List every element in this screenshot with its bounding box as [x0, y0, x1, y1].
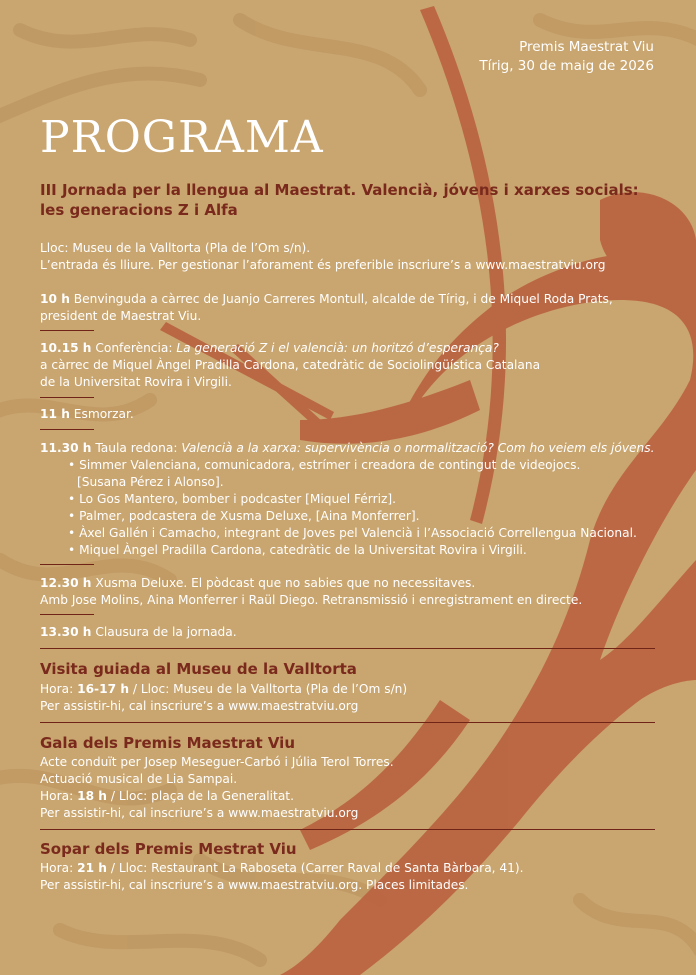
schedule-podcast	[40, 575, 680, 609]
jornada-title	[40, 180, 670, 220]
time-label: 11 h	[40, 407, 70, 421]
gala-time: 18 h	[77, 789, 107, 803]
venue-line: Lloc: Museu de la Valltorta (Pla de l’Om s/n).	[40, 241, 311, 255]
visit-details	[40, 681, 680, 715]
list-item: • Palmer, podcastera de Xusma Deluxe, [Aina Monferrer].	[40, 508, 680, 525]
conference-speaker: a càrrec de Miquel Àngel Pradilla Cardona, catedràtic de Sociolingüística Catalana	[40, 358, 541, 372]
time-label: 10 h	[40, 292, 70, 306]
participants-list	[40, 457, 680, 559]
jornada-title-line2: les generacions Z i Alfa	[40, 201, 238, 219]
time-label: 11.30 h	[40, 441, 92, 455]
gala-place: / Lloc: plaça de la Generalitat.	[110, 789, 294, 803]
divider	[40, 564, 94, 565]
divider	[40, 330, 94, 331]
list-item	[40, 474, 680, 491]
gala-note: Per assistir-hi, cal inscriure’s a www.maestratviu.org	[40, 806, 359, 820]
time-label: 12.30 h	[40, 576, 92, 590]
dinner-title: Sopar dels Premis Mestrat Viu	[40, 840, 297, 858]
divider	[40, 397, 94, 398]
podcast-text-2: Amb Jose Molins, Aina Monferrer i Raül Diego. Retransmissió i enregistrament en directe.	[40, 593, 583, 607]
gala-host: Acte conduït per Josep Meseguer-Carbó i Júlia Terol Torres.	[40, 755, 394, 769]
time-label: 13.30 h	[40, 625, 92, 639]
section-divider	[40, 829, 655, 830]
dinner-details	[40, 860, 680, 894]
visit-time: 16-17 h	[77, 682, 129, 696]
event-header	[479, 38, 654, 76]
conference-affiliation: de la Universitat Rovira i Virgili.	[40, 375, 232, 389]
list-item: • Àxel Gallén i Camacho, integrant de Joves pel Valencià i l’Associació Correllengua Nacional.	[40, 525, 680, 542]
time-label: 10.15 h	[40, 341, 92, 355]
welcome-text-2: president de Maestrat Viu.	[40, 309, 202, 323]
dinner-note: Per assistir-hi, cal inscriure’s a www.maestratviu.org. Places limitades.	[40, 878, 469, 892]
hora-label: Hora:	[40, 789, 74, 803]
schedule-roundtable	[40, 440, 680, 559]
divider	[40, 614, 94, 615]
dinner-place: / Lloc: Restaurant La Raboseta (Carrer Raval de Santa Bàrbara, 41).	[110, 861, 524, 875]
section-divider	[40, 722, 655, 723]
org-name: Premis Maestrat Viu	[519, 39, 654, 55]
venue-info	[40, 240, 680, 274]
hora-label: Hora:	[40, 861, 74, 875]
visit-place: / Lloc: Museu de la Valltorta (Pla de l’Om s/n)	[132, 682, 408, 696]
registration-line: L’entrada és lliure. Per gestionar l’aforament és preferible inscriure’s a www.maestratviu.org	[40, 258, 606, 272]
breakfast-text: Esmorzar.	[73, 407, 134, 421]
gala-title: Gala dels Premis Maestrat Viu	[40, 734, 296, 752]
visit-note: Per assistir-hi, cal inscriure’s a www.maestratviu.org	[40, 699, 359, 713]
schedule-welcome	[40, 291, 680, 325]
list-item-continuation: [Susana Pérez i Alonso].	[77, 475, 224, 489]
conference-label: Conferència:	[95, 341, 173, 355]
gala-music: Actuació musical de Lia Sampai.	[40, 772, 238, 786]
jornada-title-line1: III Jornada per la llengua al Maestrat. Valencià, jóvens i xarxes socials:	[40, 181, 639, 199]
dinner-time: 21 h	[77, 861, 107, 875]
list-item: • Lo Gos Mantero, bomber i podcaster [Miquel Férriz].	[40, 491, 680, 508]
divider	[40, 429, 94, 430]
conference-topic: La generació Z i el valencià: un horitzó d’esperança?	[176, 341, 499, 355]
schedule-conference	[40, 340, 680, 391]
closing-text: Clausura de la jornada.	[95, 625, 237, 639]
section-divider	[40, 648, 655, 649]
visit-title: Visita guiada al Museu de la Valltorta	[40, 660, 357, 678]
hora-label: Hora:	[40, 682, 74, 696]
roundtable-label: Taula redona:	[95, 441, 178, 455]
roundtable-topic: Valencià a la xarxa: supervivència o normalització? Com ho veiem els jóvens.	[181, 441, 655, 455]
welcome-text: Benvinguda a càrrec de Juanjo Carreres Montull, alcalde de Tírig, i de Miquel Roda Prats,	[73, 292, 613, 306]
gala-details	[40, 754, 680, 822]
event-date-place: Tírig, 30 de maig de 2026	[479, 58, 654, 74]
list-item: • Miquel Àngel Pradilla Cardona, catedràtic de la Universitat Rovira i Virgili.	[40, 542, 680, 559]
page-title: PROGRAMA	[40, 112, 324, 163]
podcast-text: Xusma Deluxe. El pòdcast que no sabies que no necessitaves.	[95, 576, 476, 590]
schedule-breakfast	[40, 406, 680, 423]
schedule-closing	[40, 624, 680, 641]
list-item: • Simmer Valenciana, comunicadora, estrímer i creadora de contingut de videojocs.	[40, 457, 680, 474]
